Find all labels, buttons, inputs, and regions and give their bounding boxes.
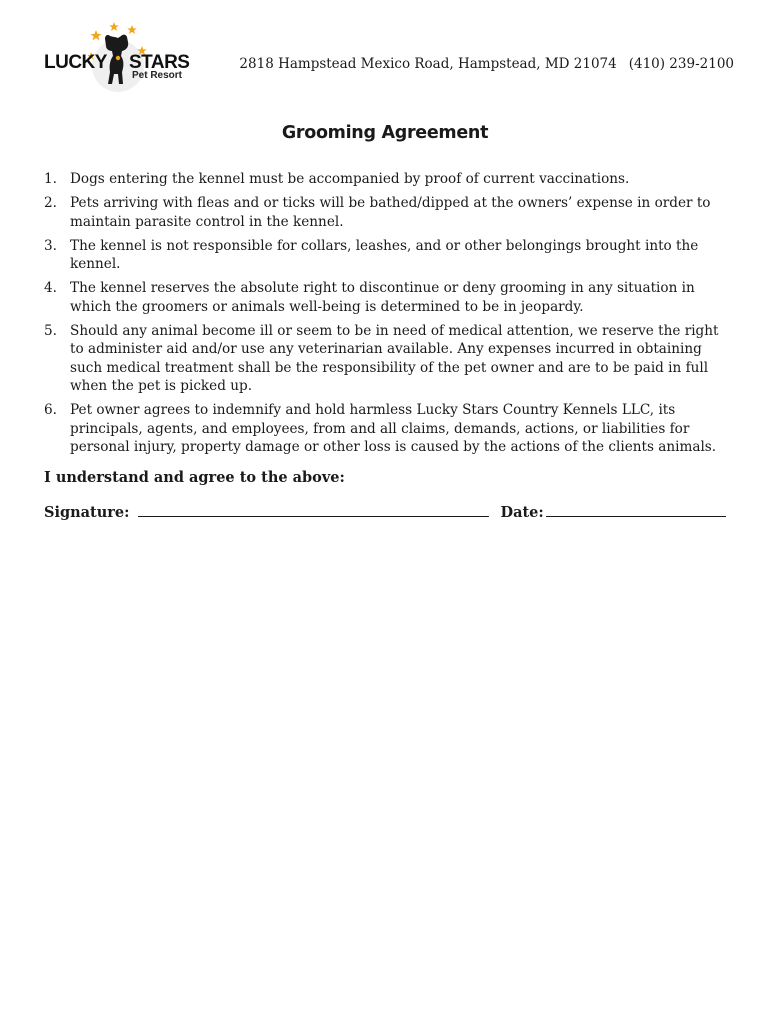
rule-text: Pet owner agrees to indemnify and hold harmless Lucky Stars Country Kennels LLC, its principals, agents, and employees, from and all claims, demands, actions, or liabilities for personal injury, property damage or other loss is caused by the actions of the clients animals. — [70, 402, 717, 455]
contact-info — [239, 56, 734, 72]
rules-list — [44, 170, 734, 462]
rule-number: 6. — [44, 402, 57, 418]
rule-number: 3. — [44, 237, 57, 254]
list-item — [44, 170, 734, 189]
logo-word-lucky: LUCKY — [44, 52, 107, 73]
rule-number: 1. — [44, 171, 57, 187]
date-field[interactable] — [546, 502, 726, 517]
rule-text: Pets arriving with fleas and or ticks will be bathed/dipped at the owners’ expense in order to maintain parasite control in the kennel. — [70, 195, 711, 230]
rule-number: 2. — [44, 195, 57, 211]
rule-text: Should any animal become ill or seem to be in need of medical attention, we reserve the right to administer aid and/or use any veterinarian available. Any expenses incurred in obtaining such medical treatment shall be the responsibility of the pet owner and are to be paid in full when the pet is picked up. — [70, 322, 719, 394]
rule-text: Dogs entering the kennel must be accompanied by proof of current vaccinations. — [70, 171, 630, 187]
document-title: Grooming Agreement — [281, 123, 489, 143]
list-item — [44, 401, 734, 457]
logo-word-stars: STARS — [129, 52, 190, 73]
signature-label: Signature: — [44, 504, 130, 521]
date-label: Date: — [500, 504, 544, 521]
logo-subtitle: Pet Resort — [132, 70, 183, 81]
signature-row — [44, 502, 720, 521]
rule-number: 4. — [44, 280, 57, 296]
letterhead — [44, 18, 734, 98]
rule-text: The kennel is not responsible for collars, leashes, and or other belongings brought into the kennel. — [70, 237, 699, 272]
company-logo — [44, 18, 189, 94]
phone-number: (410) 239-2100 — [628, 56, 734, 72]
agreement-statement: I understand and agree to the above: — [44, 469, 345, 486]
list-item — [44, 237, 734, 274]
signature-field[interactable] — [138, 502, 489, 517]
rule-number: 5. — [44, 322, 57, 339]
list-item — [44, 194, 734, 231]
rule-text: The kennel reserves the absolute right to discontinue or deny grooming in any situation in which the groomers or animals well-being is determined to be in jeopardy. — [70, 280, 695, 315]
list-item — [44, 322, 734, 396]
address: 2818 Hampstead Mexico Road, Hampstead, MD 21074 — [239, 56, 617, 72]
list-item — [44, 279, 734, 316]
